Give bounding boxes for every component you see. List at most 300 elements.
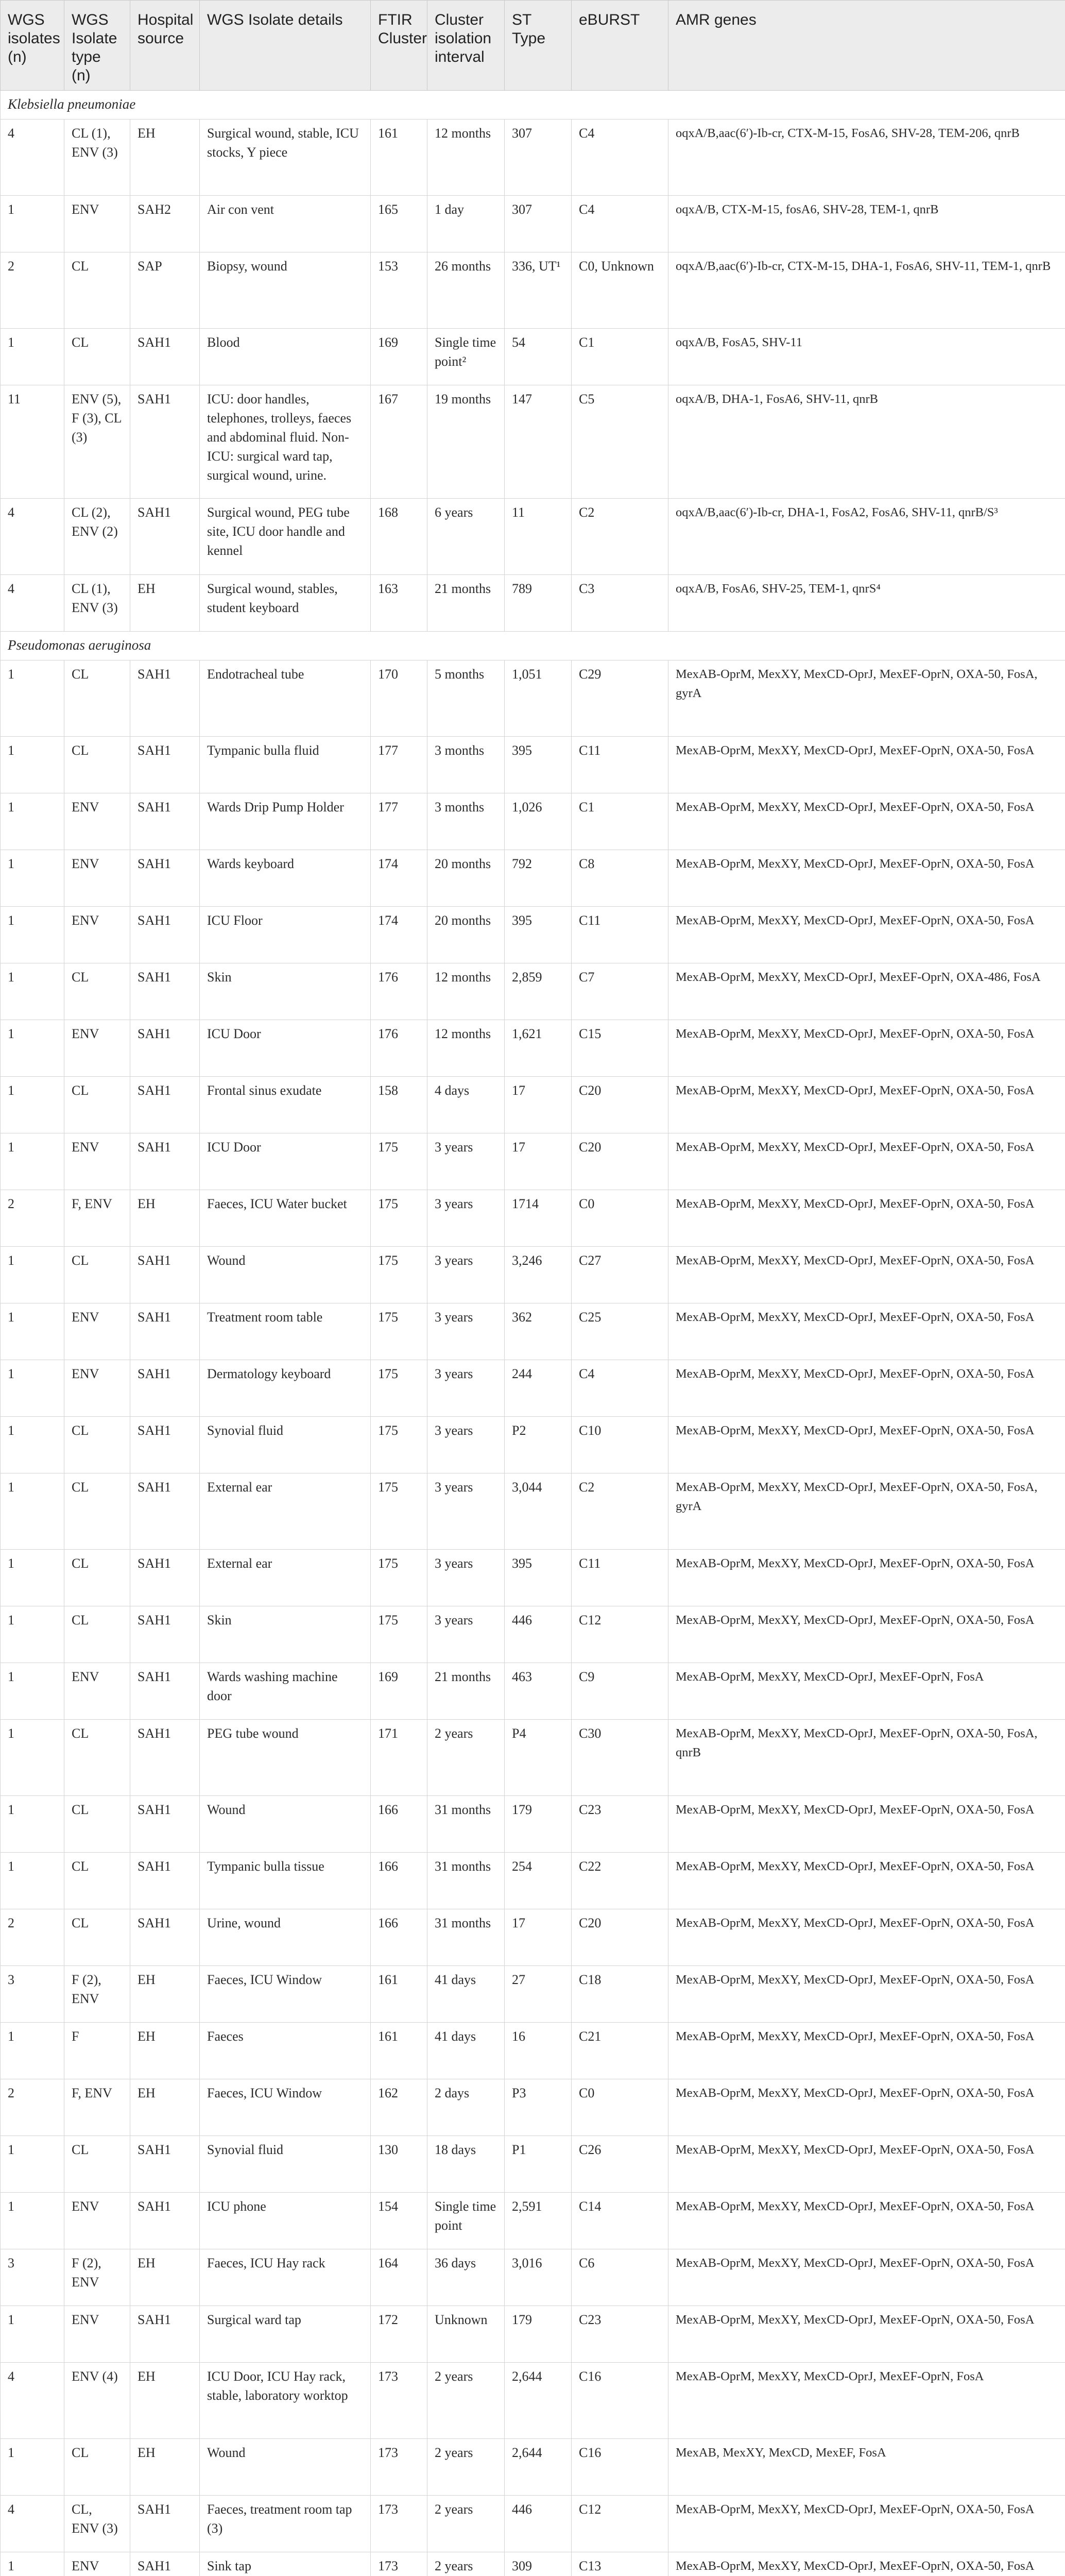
table-row bbox=[1, 385, 1065, 499]
hospital-source-cell: SAH1 bbox=[130, 1720, 200, 1796]
st-type-cell: 16 bbox=[505, 2023, 572, 2079]
ftir-cluster-cell: 173 bbox=[371, 2439, 427, 2496]
isolate-details-cell: ICU Door bbox=[200, 1133, 371, 1190]
ftir-cluster-cell: 175 bbox=[371, 1190, 427, 1247]
isolate-count-cell: 1 bbox=[1, 1133, 64, 1190]
table-row bbox=[1, 1663, 1065, 1720]
amr-genes-cell: MexAB-OprM, MexXY, MexCD-OprJ, MexEF-OprN, OXA-50, FosA bbox=[668, 1020, 1065, 1077]
isolate-details-cell: Dermatology keyboard bbox=[200, 1360, 371, 1417]
isolate-count-cell: 4 bbox=[1, 2496, 64, 2552]
amr-genes-cell: MexAB-OprM, MexXY, MexCD-OprJ, MexEF-OprN, OXA-50, FosA bbox=[668, 2496, 1065, 2552]
table-row bbox=[1, 499, 1065, 575]
ftir-cluster-cell: 154 bbox=[371, 2193, 427, 2249]
table-row bbox=[1, 1720, 1065, 1796]
isolate-count-cell: 4 bbox=[1, 2363, 64, 2439]
hospital-source-cell: SAH1 bbox=[130, 1796, 200, 1853]
amr-genes-cell: MexAB-OprM, MexXY, MexCD-OprJ, MexEF-OprN, OXA-50, FosA bbox=[668, 2136, 1065, 2193]
isolate-count-cell: 1 bbox=[1, 963, 64, 1020]
isolate-details-header: WGS Isolate details bbox=[200, 1, 371, 91]
amr-genes-cell: oqxA/B, CTX-M-15, fosA6, SHV-28, TEM-1, qnrB bbox=[668, 196, 1065, 252]
isolate-type-cell: CL bbox=[64, 1796, 130, 1853]
ftir-cluster-cell: 176 bbox=[371, 963, 427, 1020]
isolate-details-cell: Surgical ward tap bbox=[200, 2306, 371, 2363]
ftir-cluster-cell: 175 bbox=[371, 1303, 427, 1360]
isolate-details-cell: ICU Floor bbox=[200, 907, 371, 963]
ftir-cluster-cell: 176 bbox=[371, 1020, 427, 1077]
isolate-count-cell: 1 bbox=[1, 1720, 64, 1796]
isolate-type-cell: ENV bbox=[64, 1360, 130, 1417]
ftir-cluster-cell: 177 bbox=[371, 737, 427, 793]
st-type-cell: 244 bbox=[505, 1360, 572, 1417]
eburst-cell: C9 bbox=[572, 1663, 668, 1720]
eburst-cell: C23 bbox=[572, 2306, 668, 2363]
isolate-count-cell: 1 bbox=[1, 907, 64, 963]
ftir-cluster-header: FTIR Cluster bbox=[371, 1, 427, 91]
isolate-count-cell: 1 bbox=[1, 1417, 64, 1473]
isolate-type-cell: CL bbox=[64, 737, 130, 793]
amr-genes-cell: MexAB-OprM, MexXY, MexCD-OprJ, MexEF-OprN, OXA-50, FosA bbox=[668, 2306, 1065, 2363]
hospital-source-cell: SAH1 bbox=[130, 963, 200, 1020]
st-type-cell: 307 bbox=[505, 120, 572, 196]
hospital-source-cell: EH bbox=[130, 1966, 200, 2023]
st-type-header: ST Type bbox=[505, 1, 572, 91]
eburst-cell: C26 bbox=[572, 2136, 668, 2193]
hospital-source-cell: EH bbox=[130, 1190, 200, 1247]
isolate-details-cell: Sink tap bbox=[200, 2552, 371, 2576]
table-body bbox=[1, 91, 1065, 2576]
eburst-cell: C14 bbox=[572, 2193, 668, 2249]
isolate-details-cell: Treatment room table bbox=[200, 1303, 371, 1360]
isolate-details-cell: Urine, wound bbox=[200, 1909, 371, 1966]
hospital-source-cell: EH bbox=[130, 2363, 200, 2439]
amr-genes-cell: MexAB-OprM, MexXY, MexCD-OprJ, MexEF-OprN, OXA-50, FosA, qnrB bbox=[668, 1720, 1065, 1796]
eburst-header: eBURST bbox=[572, 1, 668, 91]
amr-genes-cell: MexAB-OprM, MexXY, MexCD-OprJ, MexEF-OprN, OXA-50, FosA bbox=[668, 2193, 1065, 2249]
ftir-cluster-cell: 153 bbox=[371, 252, 427, 329]
isolate-count-cell: 1 bbox=[1, 2306, 64, 2363]
eburst-cell: C5 bbox=[572, 385, 668, 499]
st-type-cell: 395 bbox=[505, 737, 572, 793]
isolate-count-cell: 1 bbox=[1, 1796, 64, 1853]
amr-genes-cell: MexAB-OprM, MexXY, MexCD-OprJ, MexEF-OprN, OXA-50, FosA bbox=[668, 907, 1065, 963]
amr-genes-cell: oqxA/B, DHA-1, FosA6, SHV-11, qnrB bbox=[668, 385, 1065, 499]
interval-cell: 12 months bbox=[427, 120, 505, 196]
isolate-type-cell: CL bbox=[64, 1247, 130, 1303]
hospital-source-cell: SAH1 bbox=[130, 1909, 200, 1966]
st-type-cell: 2,859 bbox=[505, 963, 572, 1020]
table-row bbox=[1, 963, 1065, 1020]
eburst-cell: C4 bbox=[572, 1360, 668, 1417]
isolate-type-header: WGS Isolate type (n) bbox=[64, 1, 130, 91]
isolate-type-cell: CL bbox=[64, 1909, 130, 1966]
amr-genes-cell: MexAB-OprM, MexXY, MexCD-OprJ, MexEF-OprN, OXA-50, FosA bbox=[668, 1077, 1065, 1133]
st-type-cell: 17 bbox=[505, 1133, 572, 1190]
isolate-count-cell: 4 bbox=[1, 575, 64, 632]
isolate-details-cell: Wards Drip Pump Holder bbox=[200, 793, 371, 850]
isolate-type-cell: F bbox=[64, 2023, 130, 2079]
amr-genes-cell: MexAB-OprM, MexXY, MexCD-OprJ, MexEF-OprN, OXA-50, FosA bbox=[668, 2079, 1065, 2136]
st-type-cell: 792 bbox=[505, 850, 572, 907]
isolate-type-cell: ENV bbox=[64, 1303, 130, 1360]
hospital-source-cell: SAH1 bbox=[130, 850, 200, 907]
interval-cell: Single time point bbox=[427, 2193, 505, 2249]
amr-genes-cell: MexAB-OprM, MexXY, MexCD-OprJ, MexEF-OprN, OXA-50, FosA, gyrA bbox=[668, 660, 1065, 737]
interval-cell: 20 months bbox=[427, 850, 505, 907]
ftir-cluster-cell: 166 bbox=[371, 1909, 427, 1966]
isolate-count-cell: 1 bbox=[1, 1663, 64, 1720]
isolate-count-cell: 1 bbox=[1, 737, 64, 793]
interval-cell: 26 months bbox=[427, 252, 505, 329]
isolate-details-cell: Wards keyboard bbox=[200, 850, 371, 907]
hospital-source-cell: SAH1 bbox=[130, 1077, 200, 1133]
amr-genes-cell: oqxA/B,aac(6′)-Ib-cr, CTX-M-15, DHA-1, FosA6, SHV-11, TEM-1, qnrB bbox=[668, 252, 1065, 329]
isolate-count-cell: 1 bbox=[1, 1550, 64, 1606]
hospital-source-cell: SAH1 bbox=[130, 1606, 200, 1663]
st-type-cell: 309 bbox=[505, 2552, 572, 2576]
ftir-cluster-cell: 168 bbox=[371, 499, 427, 575]
eburst-cell: C16 bbox=[572, 2439, 668, 2496]
isolate-details-cell: Faeces, ICU Water bucket bbox=[200, 1190, 371, 1247]
hospital-source-cell: SAH1 bbox=[130, 1853, 200, 1909]
eburst-cell: C0, Unknown bbox=[572, 252, 668, 329]
hospital-source-cell: SAH1 bbox=[130, 1550, 200, 1606]
hospital-source-cell: EH bbox=[130, 575, 200, 632]
eburst-cell: C11 bbox=[572, 907, 668, 963]
amr-genes-cell: MexAB-OprM, MexXY, MexCD-OprJ, MexEF-OprN, OXA-486, FosA bbox=[668, 963, 1065, 1020]
table-row bbox=[1, 1190, 1065, 1247]
isolate-type-cell: CL bbox=[64, 963, 130, 1020]
isolate-type-cell: CL bbox=[64, 1550, 130, 1606]
isolate-type-cell: ENV bbox=[64, 1663, 130, 1720]
st-type-cell: P1 bbox=[505, 2136, 572, 2193]
isolate-type-cell: CL bbox=[64, 1720, 130, 1796]
isolate-details-cell: Faeces, ICU Hay rack bbox=[200, 2249, 371, 2306]
ftir-cluster-cell: 175 bbox=[371, 1133, 427, 1190]
table-row bbox=[1, 2249, 1065, 2306]
hospital-source-cell: EH bbox=[130, 2439, 200, 2496]
isolate-count-cell: 1 bbox=[1, 1247, 64, 1303]
isolate-count-cell: 2 bbox=[1, 1909, 64, 1966]
eburst-cell: C29 bbox=[572, 660, 668, 737]
amr-genes-cell: MexAB-OprM, MexXY, MexCD-OprJ, MexEF-OprN, OXA-50, FosA bbox=[668, 1966, 1065, 2023]
ftir-cluster-cell: 162 bbox=[371, 2079, 427, 2136]
amr-genes-cell: MexAB-OprM, MexXY, MexCD-OprJ, MexEF-OprN, OXA-50, FosA, gyrA bbox=[668, 1473, 1065, 1550]
isolate-type-cell: CL bbox=[64, 660, 130, 737]
interval-cell: 3 years bbox=[427, 1473, 505, 1550]
isolate-count-cell: 1 bbox=[1, 1077, 64, 1133]
amr-genes-cell: MexAB-OprM, MexXY, MexCD-OprJ, MexEF-OprN, OXA-50, FosA bbox=[668, 1247, 1065, 1303]
isolate-type-cell: CL (2), ENV (2) bbox=[64, 499, 130, 575]
ftir-cluster-cell: 163 bbox=[371, 575, 427, 632]
st-type-cell: 1714 bbox=[505, 1190, 572, 1247]
isolate-count-cell: 2 bbox=[1, 2079, 64, 2136]
isolate-type-cell: CL bbox=[64, 2439, 130, 2496]
st-type-cell: 336, UT¹ bbox=[505, 252, 572, 329]
table-row bbox=[1, 1909, 1065, 1966]
amr-genes-cell: MexAB-OprM, MexXY, MexCD-OprJ, MexEF-OprN, OXA-50, FosA bbox=[668, 2552, 1065, 2576]
isolate-type-cell: CL bbox=[64, 1606, 130, 1663]
eburst-cell: C27 bbox=[572, 1247, 668, 1303]
amr-genes-cell: MexAB-OprM, MexXY, MexCD-OprJ, MexEF-OprN, OXA-50, FosA bbox=[668, 2249, 1065, 2306]
ftir-cluster-cell: 161 bbox=[371, 1966, 427, 2023]
isolate-type-cell: ENV bbox=[64, 2306, 130, 2363]
amr-genes-header: AMR genes bbox=[668, 1, 1065, 91]
interval-cell: 2 years bbox=[427, 2439, 505, 2496]
eburst-cell: C20 bbox=[572, 1077, 668, 1133]
isolate-type-cell: F (2), ENV bbox=[64, 2249, 130, 2306]
isolate-type-cell: CL bbox=[64, 1853, 130, 1909]
interval-cell: 21 months bbox=[427, 1663, 505, 1720]
hospital-source-cell: SAP bbox=[130, 252, 200, 329]
amr-genes-cell: oqxA/B,aac(6′)-Ib-cr, CTX-M-15, FosA6, SHV-28, TEM-206, qnrB bbox=[668, 120, 1065, 196]
eburst-cell: C11 bbox=[572, 737, 668, 793]
table-row bbox=[1, 252, 1065, 329]
hospital-source-cell: SAH1 bbox=[130, 1360, 200, 1417]
eburst-cell: C12 bbox=[572, 1606, 668, 1663]
interval-cell: 2 days bbox=[427, 2079, 505, 2136]
table-row bbox=[1, 575, 1065, 632]
isolate-type-cell: F, ENV bbox=[64, 1190, 130, 1247]
eburst-cell: C20 bbox=[572, 1909, 668, 1966]
st-type-cell: 2,644 bbox=[505, 2363, 572, 2439]
interval-cell: 3 years bbox=[427, 1190, 505, 1247]
table-row bbox=[1, 2193, 1065, 2249]
st-type-cell: 1,621 bbox=[505, 1020, 572, 1077]
eburst-cell: C18 bbox=[572, 1966, 668, 2023]
interval-cell: 21 months bbox=[427, 575, 505, 632]
eburst-cell: C12 bbox=[572, 2496, 668, 2552]
isolate-type-cell: ENV bbox=[64, 793, 130, 850]
amr-genes-cell: MexAB-OprM, MexXY, MexCD-OprJ, MexEF-OprN, OXA-50, FosA bbox=[668, 1853, 1065, 1909]
interval-cell: 20 months bbox=[427, 907, 505, 963]
eburst-cell: C1 bbox=[572, 793, 668, 850]
isolate-details-cell: ICU Door bbox=[200, 1020, 371, 1077]
table-row bbox=[1, 1796, 1065, 1853]
hospital-source-cell: SAH1 bbox=[130, 2136, 200, 2193]
eburst-cell: C7 bbox=[572, 963, 668, 1020]
isolate-count-cell: 11 bbox=[1, 385, 64, 499]
isolate-type-cell: CL, ENV (3) bbox=[64, 2496, 130, 2552]
hospital-source-cell: SAH1 bbox=[130, 1303, 200, 1360]
isolate-type-cell: CL bbox=[64, 1473, 130, 1550]
ftir-cluster-cell: 165 bbox=[371, 196, 427, 252]
eburst-cell: C30 bbox=[572, 1720, 668, 1796]
st-type-cell: 3,246 bbox=[505, 1247, 572, 1303]
eburst-cell: C10 bbox=[572, 1417, 668, 1473]
isolate-count-cell: 1 bbox=[1, 1606, 64, 1663]
amr-genes-cell: MexAB-OprM, MexXY, MexCD-OprJ, MexEF-OprN, OXA-50, FosA bbox=[668, 1606, 1065, 1663]
isolate-count-cell: 3 bbox=[1, 1966, 64, 2023]
interval-cell: 36 days bbox=[427, 2249, 505, 2306]
table-header bbox=[1, 1, 1065, 91]
st-type-cell: 11 bbox=[505, 499, 572, 575]
isolate-details-cell: Wards washing machine door bbox=[200, 1663, 371, 1720]
eburst-cell: C0 bbox=[572, 1190, 668, 1247]
ftir-cluster-cell: 169 bbox=[371, 329, 427, 385]
isolate-type-cell: CL bbox=[64, 2136, 130, 2193]
interval-cell: 5 months bbox=[427, 660, 505, 737]
hospital-source-cell: SAH1 bbox=[130, 793, 200, 850]
isolate-count-cell: 1 bbox=[1, 1360, 64, 1417]
isolate-type-cell: CL bbox=[64, 252, 130, 329]
interval-cell: Single time point² bbox=[427, 329, 505, 385]
isolate-details-cell: Tympanic bulla fluid bbox=[200, 737, 371, 793]
table-row bbox=[1, 2136, 1065, 2193]
st-type-cell: 3,016 bbox=[505, 2249, 572, 2306]
st-type-cell: 1,051 bbox=[505, 660, 572, 737]
table-row bbox=[1, 1417, 1065, 1473]
isolate-type-cell: CL (1), ENV (3) bbox=[64, 120, 130, 196]
st-type-cell: 17 bbox=[505, 1077, 572, 1133]
ftir-cluster-cell: 170 bbox=[371, 660, 427, 737]
table-row bbox=[1, 1020, 1065, 1077]
table-row bbox=[1, 1853, 1065, 1909]
eburst-cell: C15 bbox=[572, 1020, 668, 1077]
st-type-cell: 463 bbox=[505, 1663, 572, 1720]
isolate-count-cell: 1 bbox=[1, 2552, 64, 2576]
hospital-source-cell: SAH1 bbox=[130, 1247, 200, 1303]
table-row bbox=[1, 793, 1065, 850]
st-type-cell: 147 bbox=[505, 385, 572, 499]
interval-cell: 41 days bbox=[427, 1966, 505, 2023]
amr-genes-cell: oqxA/B, FosA6, SHV-25, TEM-1, qnrS⁴ bbox=[668, 575, 1065, 632]
isolate-details-cell: Wound bbox=[200, 2439, 371, 2496]
ftir-cluster-cell: 175 bbox=[371, 1550, 427, 1606]
isolate-details-cell: Tympanic bulla tissue bbox=[200, 1853, 371, 1909]
interval-cell: 12 months bbox=[427, 963, 505, 1020]
isolate-details-cell: Surgical wound, stable, ICU stocks, Y piece bbox=[200, 120, 371, 196]
amr-genes-cell: MexAB-OprM, MexXY, MexCD-OprJ, MexEF-OprN, OXA-50, FosA bbox=[668, 1796, 1065, 1853]
table-row bbox=[1, 1360, 1065, 1417]
interval-cell: 2 years bbox=[427, 2363, 505, 2439]
ftir-cluster-cell: 174 bbox=[371, 850, 427, 907]
table-row bbox=[1, 120, 1065, 196]
ftir-cluster-cell: 175 bbox=[371, 1360, 427, 1417]
eburst-cell: C3 bbox=[572, 575, 668, 632]
st-type-cell: 179 bbox=[505, 2306, 572, 2363]
interval-header: Cluster isolation interval bbox=[427, 1, 505, 91]
interval-cell: 3 years bbox=[427, 1550, 505, 1606]
isolate-count-cell: 1 bbox=[1, 2193, 64, 2249]
eburst-cell: C25 bbox=[572, 1303, 668, 1360]
hospital-source-cell: EH bbox=[130, 2079, 200, 2136]
isolate-type-cell: ENV bbox=[64, 1133, 130, 1190]
isolate-details-cell: PEG tube wound bbox=[200, 1720, 371, 1796]
eburst-cell: C22 bbox=[572, 1853, 668, 1909]
hospital-source-cell: SAH1 bbox=[130, 2306, 200, 2363]
hospital-source-cell: EH bbox=[130, 2249, 200, 2306]
hospital-source-cell: SAH1 bbox=[130, 1133, 200, 1190]
table-row bbox=[1, 2496, 1065, 2552]
hospital-source-cell: SAH1 bbox=[130, 1663, 200, 1720]
isolate-details-cell: Synovial fluid bbox=[200, 2136, 371, 2193]
isolate-type-cell: ENV bbox=[64, 1020, 130, 1077]
table-row bbox=[1, 1133, 1065, 1190]
isolate-details-cell: Surgical wound, PEG tube site, ICU door handle and kennel bbox=[200, 499, 371, 575]
hospital-source-cell: SAH2 bbox=[130, 196, 200, 252]
amr-genes-cell: oqxA/B,aac(6′)-Ib-cr, DHA-1, FosA2, FosA6, SHV-11, qnrB/S³ bbox=[668, 499, 1065, 575]
interval-cell: 3 years bbox=[427, 1303, 505, 1360]
interval-cell: 6 years bbox=[427, 499, 505, 575]
st-type-cell: 254 bbox=[505, 1853, 572, 1909]
table-row bbox=[1, 196, 1065, 252]
isolate-count-cell: 1 bbox=[1, 2439, 64, 2496]
st-type-cell: 2,644 bbox=[505, 2439, 572, 2496]
ftir-cluster-cell: 177 bbox=[371, 793, 427, 850]
isolate-count-cell: 1 bbox=[1, 1473, 64, 1550]
amr-genes-cell: MexAB-OprM, MexXY, MexCD-OprJ, MexEF-OprN, OXA-50, FosA bbox=[668, 1303, 1065, 1360]
st-type-cell: P3 bbox=[505, 2079, 572, 2136]
isolate-details-cell: Skin bbox=[200, 1606, 371, 1663]
interval-cell: 2 years bbox=[427, 2552, 505, 2576]
isolate-count-cell: 1 bbox=[1, 329, 64, 385]
ftir-cluster-cell: 130 bbox=[371, 2136, 427, 2193]
isolate-details-cell: External ear bbox=[200, 1550, 371, 1606]
isolate-details-cell: Synovial fluid bbox=[200, 1417, 371, 1473]
table-row bbox=[1, 1606, 1065, 1663]
isolate-type-cell: F (2), ENV bbox=[64, 1966, 130, 2023]
amr-genes-cell: MexAB-OprM, MexXY, MexCD-OprJ, MexEF-OprN, OXA-50, FosA bbox=[668, 1133, 1065, 1190]
st-type-cell: 395 bbox=[505, 1550, 572, 1606]
st-type-cell: P2 bbox=[505, 1417, 572, 1473]
isolate-type-cell: F, ENV bbox=[64, 2079, 130, 2136]
header-row bbox=[1, 1, 1065, 91]
isolate-details-cell: External ear bbox=[200, 1473, 371, 1550]
table-row bbox=[1, 1077, 1065, 1133]
ftir-cluster-cell: 172 bbox=[371, 2306, 427, 2363]
table-row bbox=[1, 1966, 1065, 2023]
st-type-cell: 446 bbox=[505, 2496, 572, 2552]
hospital-source-cell: EH bbox=[130, 120, 200, 196]
table-row bbox=[1, 907, 1065, 963]
section-row bbox=[1, 91, 1065, 120]
isolate-count-cell: 2 bbox=[1, 1190, 64, 1247]
ftir-cluster-cell: 158 bbox=[371, 1077, 427, 1133]
eburst-cell: C2 bbox=[572, 499, 668, 575]
isolate-type-cell: ENV bbox=[64, 907, 130, 963]
st-type-cell: 789 bbox=[505, 575, 572, 632]
isolate-count-cell: 3 bbox=[1, 2249, 64, 2306]
eburst-cell: C20 bbox=[572, 1133, 668, 1190]
interval-cell: 31 months bbox=[427, 1909, 505, 1966]
interval-cell: 3 years bbox=[427, 1606, 505, 1663]
hospital-source-cell: SAH1 bbox=[130, 499, 200, 575]
isolate-type-cell: ENV (4) bbox=[64, 2363, 130, 2439]
amr-genes-cell: MexAB-OprM, MexXY, MexCD-OprJ, MexEF-OprN, FosA bbox=[668, 2363, 1065, 2439]
isolate-type-cell: CL (1), ENV (3) bbox=[64, 575, 130, 632]
isolate-details-cell: Faeces bbox=[200, 2023, 371, 2079]
table-row bbox=[1, 660, 1065, 737]
isolate-type-cell: ENV bbox=[64, 2193, 130, 2249]
interval-cell: 1 day bbox=[427, 196, 505, 252]
hospital-source-cell: SAH1 bbox=[130, 1473, 200, 1550]
hospital-source-cell: SAH1 bbox=[130, 1417, 200, 1473]
interval-cell: 31 months bbox=[427, 1796, 505, 1853]
interval-cell: 41 days bbox=[427, 2023, 505, 2079]
isolate-count-cell: 2 bbox=[1, 252, 64, 329]
isolate-type-cell: CL bbox=[64, 1417, 130, 1473]
hospital-source-cell: SAH1 bbox=[130, 2193, 200, 2249]
amr-genes-cell: MexAB-OprM, MexXY, MexCD-OprJ, MexEF-OprN, FosA bbox=[668, 1663, 1065, 1720]
amr-genes-cell: MexAB, MexXY, MexCD, MexEF, FosA bbox=[668, 2439, 1065, 2496]
hospital-source-cell: SAH1 bbox=[130, 329, 200, 385]
isolate-count-cell: 1 bbox=[1, 196, 64, 252]
ftir-cluster-cell: 174 bbox=[371, 907, 427, 963]
ftir-cluster-cell: 164 bbox=[371, 2249, 427, 2306]
ftir-cluster-cell: 173 bbox=[371, 2363, 427, 2439]
st-type-cell: 395 bbox=[505, 907, 572, 963]
table-row bbox=[1, 1247, 1065, 1303]
